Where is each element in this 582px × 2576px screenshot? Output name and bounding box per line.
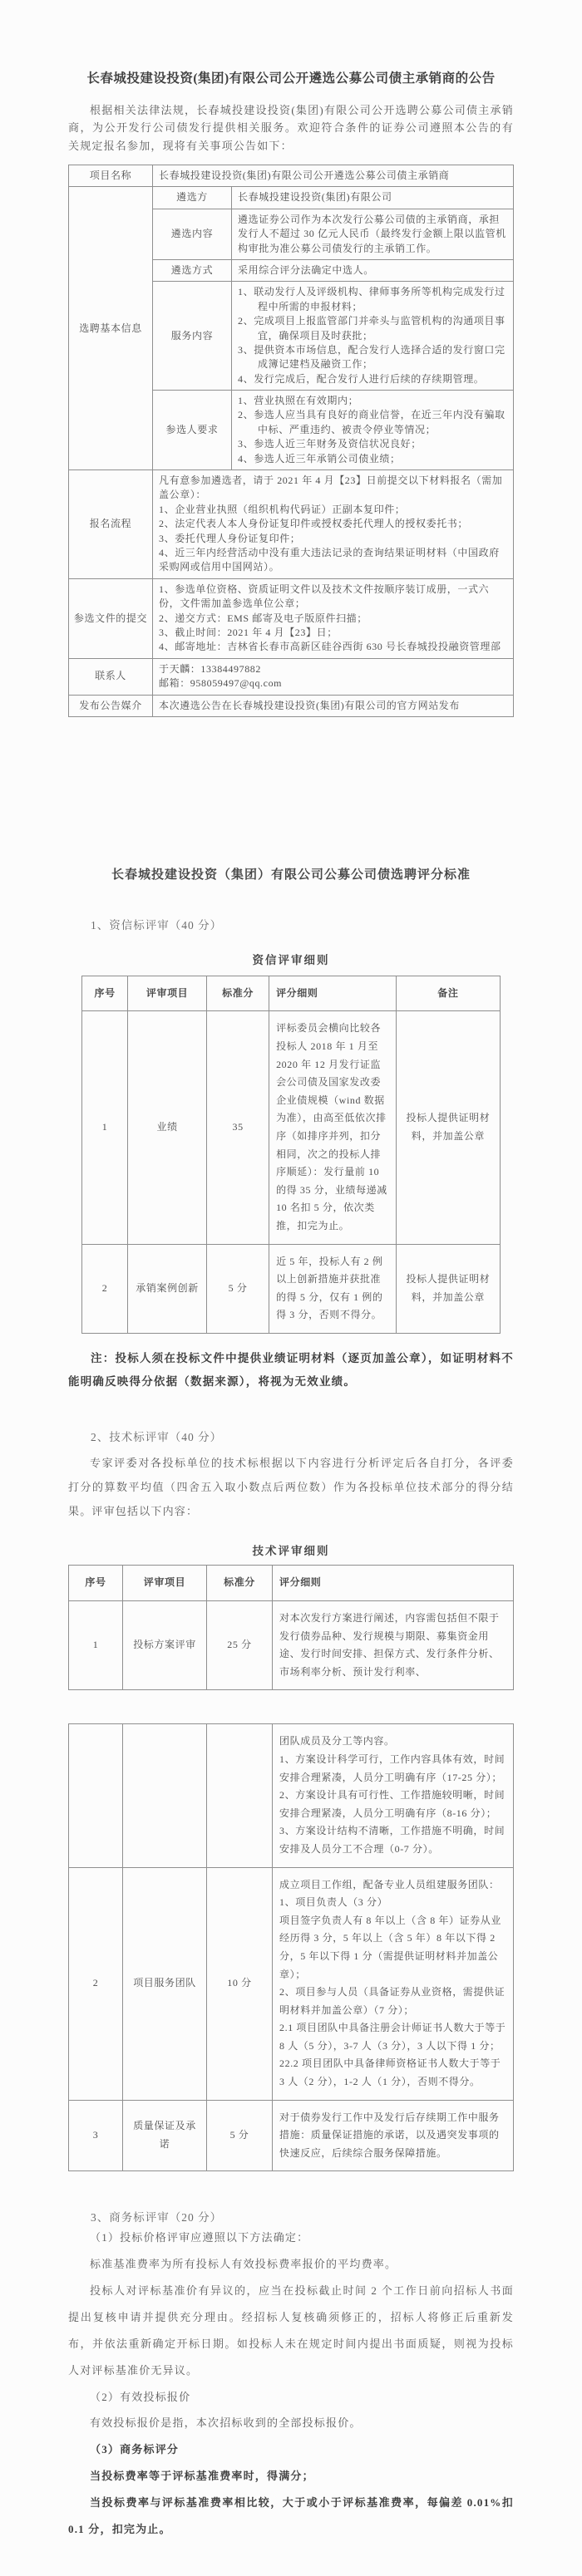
section3-heading: 3、商务标评审（20 分） xyxy=(91,2211,223,2225)
credit-table-title: 资信评审细则 xyxy=(252,953,330,966)
table-row: 2 承销案例创新 5 分 近 5 年，投标人有 2 例以上创新措施并获批准的得 5 分，仅有 1 例的得 3 分，否则不得分。 投标人提供证明材料，并加盖公章 xyxy=(82,1244,501,1333)
page-break-gap xyxy=(68,1690,514,1717)
table-row xyxy=(69,470,514,579)
section1-heading: 1、资信标评审（40 分） xyxy=(91,918,223,932)
section3 xyxy=(68,2208,514,2542)
media-content: 本次遴选公告在长春城投建设投资(集团)有限公司的官方网站发布 xyxy=(153,695,514,716)
row-content: 遴选证券公司作为本次发行公募公司债的主承销商，承担发行人不超过 30 亿元人民币（最终发行金额上限以监管机构审批为准公募公司债发行的主承销工作。 xyxy=(232,209,514,259)
project-name-label: 项目名称 xyxy=(69,165,153,187)
credit-note: 注：投标人须在投标文件中提供业绩证明材料（逐页加盖公章），如证明材料不能明确反映得分依据（数据来源），将视为无效业绩。 xyxy=(68,1351,514,1389)
project-name-value: 长春城投建设投资(集团)有限公司公开遴选公募公司债主承销商 xyxy=(153,165,514,187)
paragraph-bold: （3）商务标评分 xyxy=(90,2443,180,2456)
paragraph: 标准基准费率为所有投标人有效投标费率报价的平均费率。 xyxy=(90,2258,397,2271)
row-content: 1、联动发行人及评级机构、律师事务所等机构完成发行过程中所需的申报材料； 2、完成项目上报监管部门并牵头与监管机构的沟通项目事宜，确保项目及时获批； 3、提供资本市场信息，配合发行人选择合适的发行窗口完成簿记建档及融资工作； 4、发行完成后，配合发行人进行后续的存续期管理。 xyxy=(232,282,514,391)
table-row xyxy=(69,187,514,209)
row-content: 1、营业执照在有效期内； 2、参选人应当具有良好的商业信誉，在近三年内没有骗取中标、严重违约、被责令停业等情况； 3、参选人近三年财务及资信状况良好； 4、参选人近三年承销公司债业绩； xyxy=(232,391,514,470)
row1-continued-content: 团队成员及分工等内容。 1、方案设计科学可行，工作内容具体有效，时间安排合理紧凑，人员分工明确有序（17-25 分）； 2、方案设计具有可行性、工作措施较明晰，时间安排合理紧凑，人员分工明确有序（8-16 分）； 3、方案设计结构不清晰，工作措施不明确，时间安排及人员分工不合理（0-7 分）。 xyxy=(273,1724,514,1867)
table-row: 1 业绩 35 评标委员会横向比较各投标人 2018 年 1 月至 2020 年 12 月发行证监会公司债及国家发改委企业债规模（wind 数据为准），由高至低依次排序（如排序并列，扣分相同，次之的投标人排序顺延）：发行量前 10 的得 35 分，业绩每递减 10 名扣 5 分，依次类推，扣完为止。 投标人提供证明材料，并加盖公章 xyxy=(82,1011,501,1244)
submit-content: 1、参选单位资格、资质证明文件以及技术文件按顺序装订成册，一式六份，文件需加盖参选单位公章； 2、递交方式：EMS 邮寄及电子版原件扫描； 3、截止时间：2021 年 4 月【23】日； 4、邮寄地址：吉林省长春市高新区硅谷西街 630 号长春城投投融资管理部 xyxy=(153,578,514,658)
intro-paragraph: 根据相关法律法规，长春城投建设投资(集团)有限公司公开选聘公募公司债主承销商，为公开发行公司债发行提供相关服务。欢迎符合条件的证券公司遵照本公告的有关规定报名参加，现将有关事项公告如下： xyxy=(68,103,514,152)
submit-label: 参选文件的提交 xyxy=(69,578,153,658)
table-header-row: 序号 评审项目 标准分 评分细则 xyxy=(69,1566,514,1601)
table-row xyxy=(69,695,514,716)
paragraph: 有效投标报价是指，本次招标收到的全部投标报价。 xyxy=(90,2416,362,2430)
contact-email: 邮箱：958059497@qq.com xyxy=(159,677,283,690)
row-label: 参选人要求 xyxy=(153,391,232,470)
tech-review-table-part2 xyxy=(68,1723,514,2171)
bottom-margin xyxy=(68,2543,514,2576)
contact-content xyxy=(153,658,514,695)
basic-info-label: 选聘基本信息 xyxy=(69,187,153,470)
paragraph-bold: 当投标费率与评标基准费率相比较，大于或小于评标基准费率，每偏差 0.01%扣 0.1 分，扣完为止。 xyxy=(68,2495,514,2535)
table-row xyxy=(69,658,514,695)
paragraph-bold: 当投标费率等于评标基准费率时，得满分； xyxy=(90,2470,314,2483)
signup-label: 报名流程 xyxy=(69,470,153,579)
paragraph: 投标人对评标基准价有异议的，应当在投标截止时间 2 个工作日前向招标人书面提出复核申请并提供充分理由。经招标人复核确须修正的，招标人将修正后重新发布，并依法重新确定开标日期。如投标人未在规定时间内提出书面质疑，则视为投标人对评标基准价无异议。 xyxy=(68,2284,514,2377)
table-row: 3 质量保证及承诺 5 分 对于债券发行工作中及发行后存续期工作中服务措施：质量保证措施的承诺，以及遇突发事项的快速反应，后续综合服务保障措施。 xyxy=(69,2100,514,2171)
contact-phone: 于天麟：13384497882 xyxy=(159,662,262,675)
paragraph: （2）有效投标报价 xyxy=(90,2390,191,2403)
row-label: 服务内容 xyxy=(153,282,232,391)
credit-review-table xyxy=(81,976,501,1334)
row-content: 长春城投建设投资(集团)有限公司 xyxy=(232,187,514,209)
table-row: 1 投标方案评审 25 分 对本次发行方案进行阐述，内容需包括但不限于发行债券品种、发行规模与期限、募集资金用途、发行时间安排、担保方式、发行条件分析、市场利率分析、预计发行利率、 xyxy=(69,1601,514,1690)
table-row xyxy=(69,165,514,187)
contact-label: 联系人 xyxy=(69,658,153,695)
section2-heading: 2、技术标评审（40 分） xyxy=(91,1430,223,1443)
media-label: 发布公告媒介 xyxy=(69,695,153,716)
announcement-title: 长春城投建设投资(集团)有限公司公开遴选公募公司债主承销商的公告 xyxy=(86,71,496,86)
row-content: 采用综合评分法确定中选人。 xyxy=(232,259,514,281)
table-row: 2 项目服务团队 10 分 成立项目工作组，配备专业人员组建服务团队： 1、项目负责人（3 分） 项目签字负责人有 8 年以上（含 8 年）证券从业经历得 3 分，5 年以上（含 5 年）8 年以下得 2 分，5 年以下得 1 分（需提供证明材料并加盖公章）； 2、项目参与人员（具备证券从业资格，需提供证明材料并加盖公章）（7 分）； 2.1 项目团队中具备注册会计师证书人数大于等于 8 人（5 分），3-7 人（3 分），3 人以下得 1 分； 22.2 项目团队中具备律师资格证书人数大于等于 3 人（2 分），1-2 人（1 分），否则不得分。 xyxy=(69,1867,514,2100)
scoring-title: 长春城投建设投资（集团）有限公司公募公司债选聘评分标准 xyxy=(111,868,471,882)
row-label: 遴选内容 xyxy=(153,209,232,259)
tech-review-table-part1 xyxy=(68,1565,514,1690)
tech-table-title: 技术评审细则 xyxy=(252,1545,330,1558)
section2-description: 专家评委对各投标单位的技术标根据以下内容进行分析评定后各自打分，各评委打分的算数平均值（四舍五入取小数点后两位数）作为各投标单位技术部分的得分结果。评审包括以下内容： xyxy=(68,1456,514,1518)
row-label: 遴选方 xyxy=(153,187,232,209)
signup-content: 凡有意参加遴选者，请于 2021 年 4 月【23】日前提交以下材料报名（需加盖公章）： 1、企业营业执照（组织机构代码证）正副本复印件； 2、法定代表人本人身份证复印件或授权委托代理人的授权委托书； 3、委托代理人身份证复印件； 4、近三年内经营活动中没有重大违法记录的查询结果证明材料（中国政府采购网或信用中国网站）。 xyxy=(153,470,514,579)
row2-content: 成立项目工作组，配备专业人员组建服务团队： 1、项目负责人（3 分） 项目签字负责人有 8 年以上（含 8 年）证券从业经历得 3 分，5 年以上（含 5 年）8 年以下得 2 分，5 年以下得 1 分（需提供证明材料并加盖公章）； 2、项目参与人员（具备证券从业资格，需提供证明材料并加盖公章）（7 分）； 2.1 项目团队中具备注册会计师证书人数大于等于 8 人（5 分），3-7 人（3 分），3 人以下得 1 分； 22.2 项目团队中具备律师资格证书人数大于等于 3 人（2 分），1-2 人（1 分），否则不得分。 xyxy=(273,1867,514,2100)
table-row xyxy=(69,1724,514,1867)
row-label: 遴选方式 xyxy=(153,259,232,281)
paragraph: （1）投标价格评审应遵照以下方法确定： xyxy=(90,2231,309,2244)
table-row xyxy=(69,578,514,658)
announcement-info-table xyxy=(68,165,514,717)
table-header-row: 序号 评审项目 标准分 评分细则 备注 xyxy=(82,976,501,1011)
